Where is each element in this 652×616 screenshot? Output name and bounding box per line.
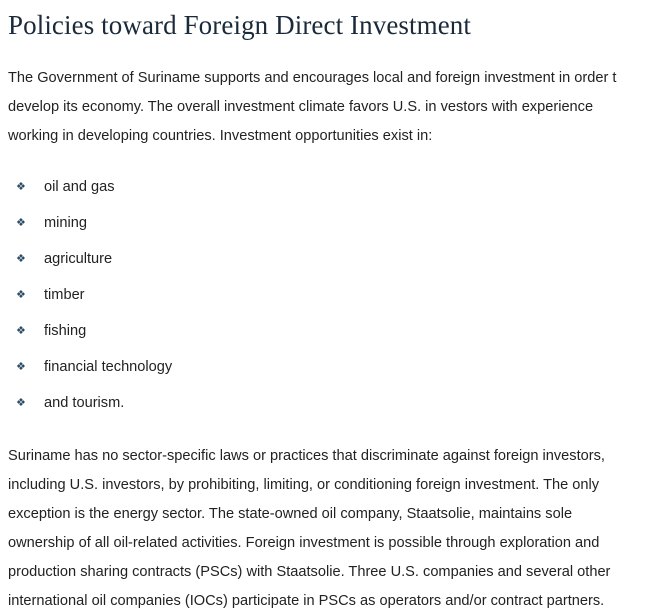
diamond-bullet-icon: ❖: [16, 181, 26, 193]
opportunities-list: [8, 169, 644, 421]
closing-paragraph-line: international oil companies (IOCs) participate in PSCs as operators and/or contract partners.: [8, 593, 605, 609]
list-item: [8, 169, 644, 205]
list-item: [8, 313, 644, 349]
list-item: [8, 205, 644, 241]
closing-paragraph-line: exception is the energy sector. The state-owned oil company, Staatsolie, maintains sole: [8, 506, 573, 522]
list-item-label: financial technology: [44, 359, 173, 375]
list-item-label: and tourism.: [44, 395, 125, 411]
list-item-label: fishing: [44, 323, 87, 339]
page-title: Policies toward Foreign Direct Investment: [8, 10, 471, 40]
diamond-bullet-icon: ❖: [16, 253, 26, 265]
list-item: [8, 349, 644, 385]
list-item: [8, 385, 644, 421]
intro-paragraph-line: The Government of Suriname supports and encourages local and foreign investment in order t: [8, 70, 617, 86]
list-item: [8, 241, 644, 277]
closing-paragraph-line: including U.S. investors, by prohibiting, limiting, or conditioning foreign investment. The only: [8, 477, 600, 493]
list-item-label: timber: [44, 287, 85, 303]
closing-paragraph-line: Suriname has no sector-specific laws or practices that discriminate against foreign investors,: [8, 448, 605, 464]
diamond-bullet-icon: ❖: [16, 289, 26, 301]
list-item-label: mining: [44, 215, 87, 231]
list-item: [8, 277, 644, 313]
diamond-bullet-icon: ❖: [16, 217, 26, 229]
closing-paragraph-line: ownership of all oil-related activities. Foreign investment is possible through exploration and: [8, 535, 600, 551]
intro-paragraph-line: working in developing countries. Investment opportunities exist in:: [8, 128, 433, 144]
list-item-label: agriculture: [44, 251, 113, 267]
closing-paragraph: [8, 442, 644, 616]
intro-paragraph: [8, 64, 644, 151]
diamond-bullet-icon: ❖: [16, 361, 26, 373]
intro-paragraph-line: develop its economy. The overall investment climate favors U.S. in vestors with experience: [8, 99, 594, 115]
diamond-bullet-icon: ❖: [16, 325, 26, 337]
closing-paragraph-line: production sharing contracts (PSCs) with Staatsolie. Three U.S. companies and several other: [8, 564, 611, 580]
diamond-bullet-icon: ❖: [16, 397, 26, 409]
list-item-label: oil and gas: [44, 179, 115, 195]
